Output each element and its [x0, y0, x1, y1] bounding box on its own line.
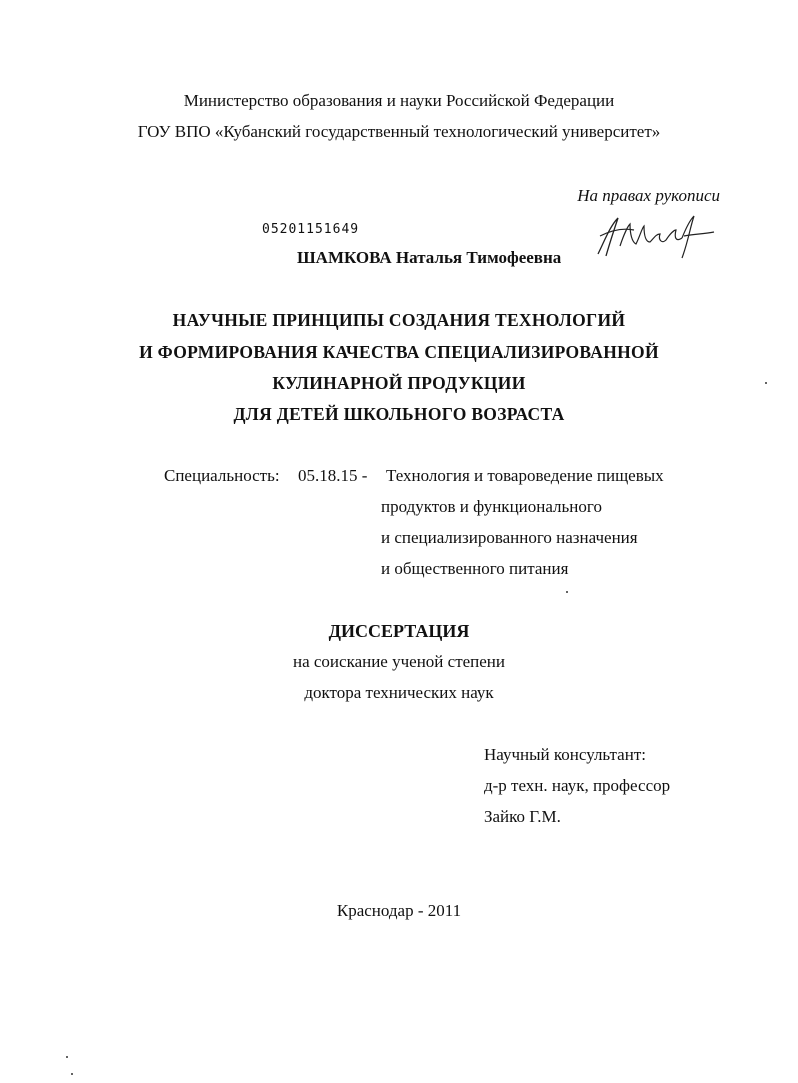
title-line-1: НАУЧНЫЕ ПРИНЦИПЫ СОЗДАНИЯ ТЕХНОЛОГИЙ: [172, 310, 626, 330]
specialty-label: Специальность:: [164, 466, 280, 485]
specialty-description-1: Технология и товароведение пищевых: [386, 466, 664, 485]
specialty-code: 05.18.15 -: [298, 466, 368, 485]
specialty-description-4: и общественного питания: [381, 559, 569, 578]
specialty-description-2: продуктов и функционального: [381, 497, 602, 516]
consultant-name: Зайко Г.М.: [484, 807, 561, 826]
consultant-title: д-р техн. наук, профессор: [484, 776, 671, 795]
title-line-3: КУЛИНАРНОЙ ПРОДУКЦИИ: [272, 373, 526, 393]
title-line-4: ДЛЯ ДЕТЕЙ ШКОЛЬНОГО ВОЗРАСТА: [233, 404, 565, 424]
manuscript-note: На правах рукописи: [577, 186, 720, 205]
work-type: ДИССЕРТАЦИЯ: [328, 621, 470, 641]
author-name: ШАМКОВА Наталья Тимофеевна: [297, 248, 562, 267]
degree-line-1: на соискание ученой степени: [292, 652, 506, 671]
record-number: 05201151649: [262, 222, 360, 237]
signature-image: [590, 212, 720, 262]
consultant-label: Научный консультант:: [484, 745, 646, 764]
title-line-2: И ФОРМИРОВАНИЯ КАЧЕСТВА СПЕЦИАЛИЗИРОВАННОЙ: [139, 342, 659, 362]
degree-line-2: доктора технических наук: [304, 683, 494, 702]
scan-speck: [71, 1073, 73, 1075]
scan-speck: [765, 382, 767, 384]
specialty-description-3: и специализированного назначения: [381, 528, 638, 547]
city-year: Краснодар - 2011: [336, 901, 462, 920]
scan-speck: [66, 1056, 68, 1058]
ministry-line: Министерство образования и науки Российской Федерации: [183, 91, 615, 110]
scan-speck: [566, 591, 568, 593]
university-line: ГОУ ВПО «Кубанский государственный технологический университет»: [137, 122, 661, 141]
